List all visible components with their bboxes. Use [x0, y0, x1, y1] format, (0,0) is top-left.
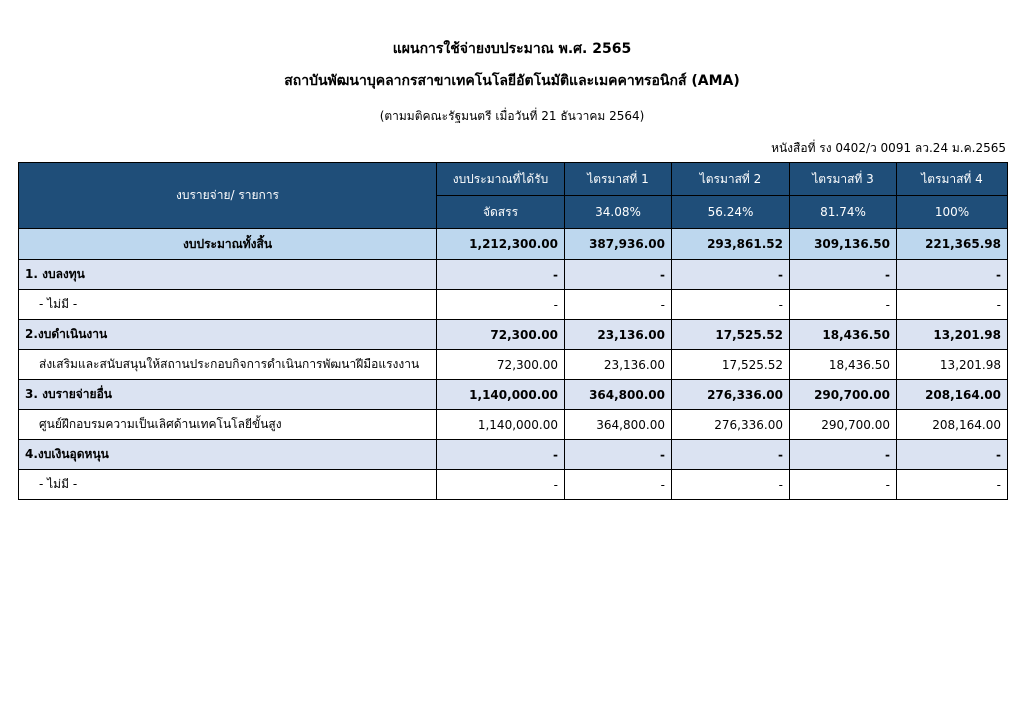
row-q3: 18,436.50	[790, 320, 897, 350]
row-q3: -	[790, 470, 897, 500]
table-row	[19, 350, 1008, 380]
table-row	[19, 440, 1008, 470]
row-q2: -	[672, 260, 790, 290]
row-budget: -	[437, 470, 565, 500]
row-label: ศูนย์ฝึกอบรมความเป็นเลิศด้านเทคโนโลยีขั้นสูง	[19, 410, 437, 440]
row-q4: 208,164.00	[897, 380, 1008, 410]
row-q4: -	[897, 260, 1008, 290]
total-row	[19, 229, 1008, 260]
total-label: งบประมาณทั้งสิ้น	[19, 229, 437, 260]
row-q3: 290,700.00	[790, 410, 897, 440]
row-q1: 364,800.00	[565, 380, 672, 410]
row-q3: 18,436.50	[790, 350, 897, 380]
row-label: ส่งเสริมและสนับสนุนให้สถานประกอบกิจการดำเนินการพัฒนาฝีมือแรงงาน	[19, 350, 437, 380]
document-title: แผนการใช้จ่ายงบประมาณ พ.ศ. 2565	[392, 41, 632, 57]
row-q4: 208,164.00	[897, 410, 1008, 440]
header-q1-percent: 34.08%	[565, 196, 672, 229]
header-q2: ไตรมาสที่ 2	[672, 163, 790, 196]
header-budget: งบประมาณที่ได้รับ	[437, 163, 565, 196]
row-q4: -	[897, 440, 1008, 470]
table-row	[19, 260, 1008, 290]
row-label: 4.งบเงินอุดหนุน	[19, 440, 437, 470]
row-budget: 1,140,000.00	[437, 380, 565, 410]
header-q3-percent: 81.74%	[790, 196, 897, 229]
row-q1: 364,800.00	[565, 410, 672, 440]
header-item: งบรายจ่าย/ รายการ	[19, 163, 437, 229]
row-q2: 276,336.00	[672, 410, 790, 440]
row-q1: 23,136.00	[565, 350, 672, 380]
row-label: 3. งบรายจ่ายอื่น	[19, 380, 437, 410]
row-q3: -	[790, 290, 897, 320]
row-q1: -	[565, 260, 672, 290]
row-q4: -	[897, 470, 1008, 500]
table-row	[19, 290, 1008, 320]
header-q4: ไตรมาสที่ 4	[897, 163, 1008, 196]
row-q3: -	[790, 440, 897, 470]
row-q2: -	[672, 290, 790, 320]
row-label: 1. งบลงทุน	[19, 260, 437, 290]
row-q2: 17,525.52	[672, 350, 790, 380]
row-budget: -	[437, 260, 565, 290]
reference-number: หนังสือที่ รง 0402/ว 0091 ลว.24 ม.ค.2565	[771, 141, 1006, 155]
total-q3: 309,136.50	[790, 229, 897, 260]
row-q2: -	[672, 470, 790, 500]
total-q1: 387,936.00	[565, 229, 672, 260]
row-budget: 72,300.00	[437, 350, 565, 380]
row-q2: 17,525.52	[672, 320, 790, 350]
total-q4: 221,365.98	[897, 229, 1008, 260]
table-row	[19, 470, 1008, 500]
budget-plan-table	[18, 162, 1008, 500]
table-row	[19, 320, 1008, 350]
row-q2: 276,336.00	[672, 380, 790, 410]
row-q1: -	[565, 440, 672, 470]
row-q1: 23,136.00	[565, 320, 672, 350]
cabinet-resolution-note: (ตามมติคณะรัฐมนตรี เมื่อวันที่ 21 ธันวาคม 2564)	[379, 109, 645, 123]
institution-name: สถาบันพัฒนาบุคลากรสาขาเทคโนโลยีอัตโนมัติและเมคคาทรอนิกส์ (AMA)	[284, 73, 740, 89]
header-budget-sub: จัดสรร	[437, 196, 565, 229]
header-q4-percent: 100%	[897, 196, 1008, 229]
row-q2: -	[672, 440, 790, 470]
table-row	[19, 410, 1008, 440]
row-q1: -	[565, 290, 672, 320]
row-q1: -	[565, 470, 672, 500]
row-budget: 72,300.00	[437, 320, 565, 350]
header-q2-percent: 56.24%	[672, 196, 790, 229]
row-budget: -	[437, 290, 565, 320]
row-q3: 290,700.00	[790, 380, 897, 410]
row-q4: 13,201.98	[897, 320, 1008, 350]
total-budget: 1,212,300.00	[437, 229, 565, 260]
header-q1: ไตรมาสที่ 1	[565, 163, 672, 196]
row-label: - ไม่มี -	[19, 470, 437, 500]
row-label: 2.งบดำเนินงาน	[19, 320, 437, 350]
row-q4: 13,201.98	[897, 350, 1008, 380]
row-q3: -	[790, 260, 897, 290]
row-budget: -	[437, 440, 565, 470]
row-budget: 1,140,000.00	[437, 410, 565, 440]
header-q3: ไตรมาสที่ 3	[790, 163, 897, 196]
total-q2: 293,861.52	[672, 229, 790, 260]
table-row	[19, 380, 1008, 410]
row-q4: -	[897, 290, 1008, 320]
row-label: - ไม่มี -	[19, 290, 437, 320]
